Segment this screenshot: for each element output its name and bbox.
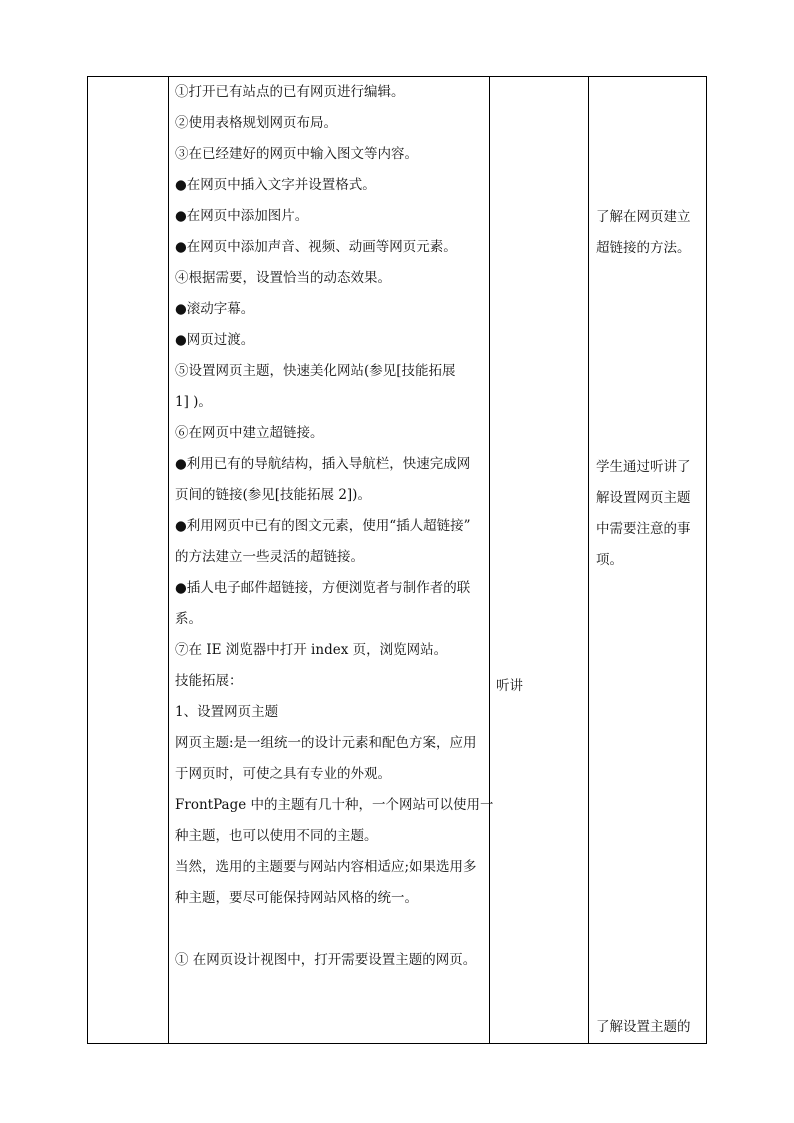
content-line: 当然，选用的主题要与网站内容相适应;如果选用多: [175, 859, 477, 875]
purpose-block-3: [596, 1012, 708, 1043]
purpose-line: 项。: [596, 552, 623, 568]
content-line: 的方法建立一些灵活的超链接。: [175, 549, 364, 565]
purpose-line: 解设置网页主题: [596, 490, 691, 506]
lesson-table: [87, 76, 707, 1044]
content-line: 于网页时，可使之具有专业的外观。: [175, 766, 391, 782]
content-line: 系。: [175, 611, 202, 627]
content-line: ●插人电子邮件超链接，方便浏览者与制作者的联: [175, 580, 471, 596]
purpose-block-2: [596, 452, 708, 576]
content-line: ①打开已有站点的已有网页进行编辑。: [175, 84, 405, 100]
content-line: 1] )。: [175, 394, 212, 410]
content-line: ●利用已有的导航结构，插入导航栏，快速完成网: [175, 456, 471, 472]
method-text: 听讲: [496, 678, 523, 694]
content-line: ④根据需要，设置恰当的动态效果。: [175, 270, 391, 286]
content-line: [175, 914, 483, 945]
content-column: [169, 77, 494, 1043]
content-line: ●网页过渡。: [175, 332, 255, 348]
content-line: ⑤设置网页主题，快速美化网站(参见[技能拓展: [175, 363, 456, 379]
content-line: 网页主题:是一组统一的设计元素和配色方案，应用: [175, 735, 477, 751]
content-line: ●在网页中添加声音、视频、动画等网页元素。: [175, 239, 457, 255]
method-column: [490, 77, 588, 1043]
content-line: ●利用网页中已有的图文元素，使用“插人超链接”: [175, 518, 471, 534]
content-line: ●在网页中添加图片。: [175, 208, 309, 224]
purpose-column: [589, 77, 707, 1043]
purpose-line: 中需要注意的事: [596, 521, 691, 537]
content-line: FrontPage 中的主题有几十种，一个网站可以使用一: [175, 797, 494, 813]
purpose-block-1: [596, 202, 708, 264]
purpose-line: 了解设置主题的: [596, 1019, 691, 1035]
content-line: ⑦在 IE 浏览器中打开 index 页，浏览网站。: [175, 642, 448, 658]
content-line: ③在已经建好的网页中输入图文等内容。: [175, 146, 418, 162]
content-line: ●滚动字幕。: [175, 301, 255, 317]
purpose-line: 学生通过听讲了: [596, 459, 691, 475]
content-line: 页间的链接(参见[技能拓展 2])。: [175, 487, 371, 503]
content-line: 技能拓展：: [175, 673, 243, 689]
content-lines: [175, 77, 494, 976]
content-line: ②使用表格规划网页布局。: [175, 115, 337, 131]
empty-column: [88, 77, 168, 1043]
content-line: 种主题，也可以使用不同的主题。: [175, 828, 378, 844]
content-line: ●在网页中插入文字并设置格式。: [175, 177, 376, 193]
content-line: 1、设置网页主题: [175, 704, 279, 720]
content-line: ① 在网页设计视图中，打开需要设置主题的网页。: [175, 952, 477, 968]
purpose-line: 超链接的方法。: [596, 240, 691, 256]
content-line: 种主题，要尽可能保持网站风格的统一。: [175, 890, 418, 906]
purpose-line: 了解在网页建立: [596, 209, 691, 225]
content-line: ⑥在网页中建立超链接。: [175, 425, 324, 441]
